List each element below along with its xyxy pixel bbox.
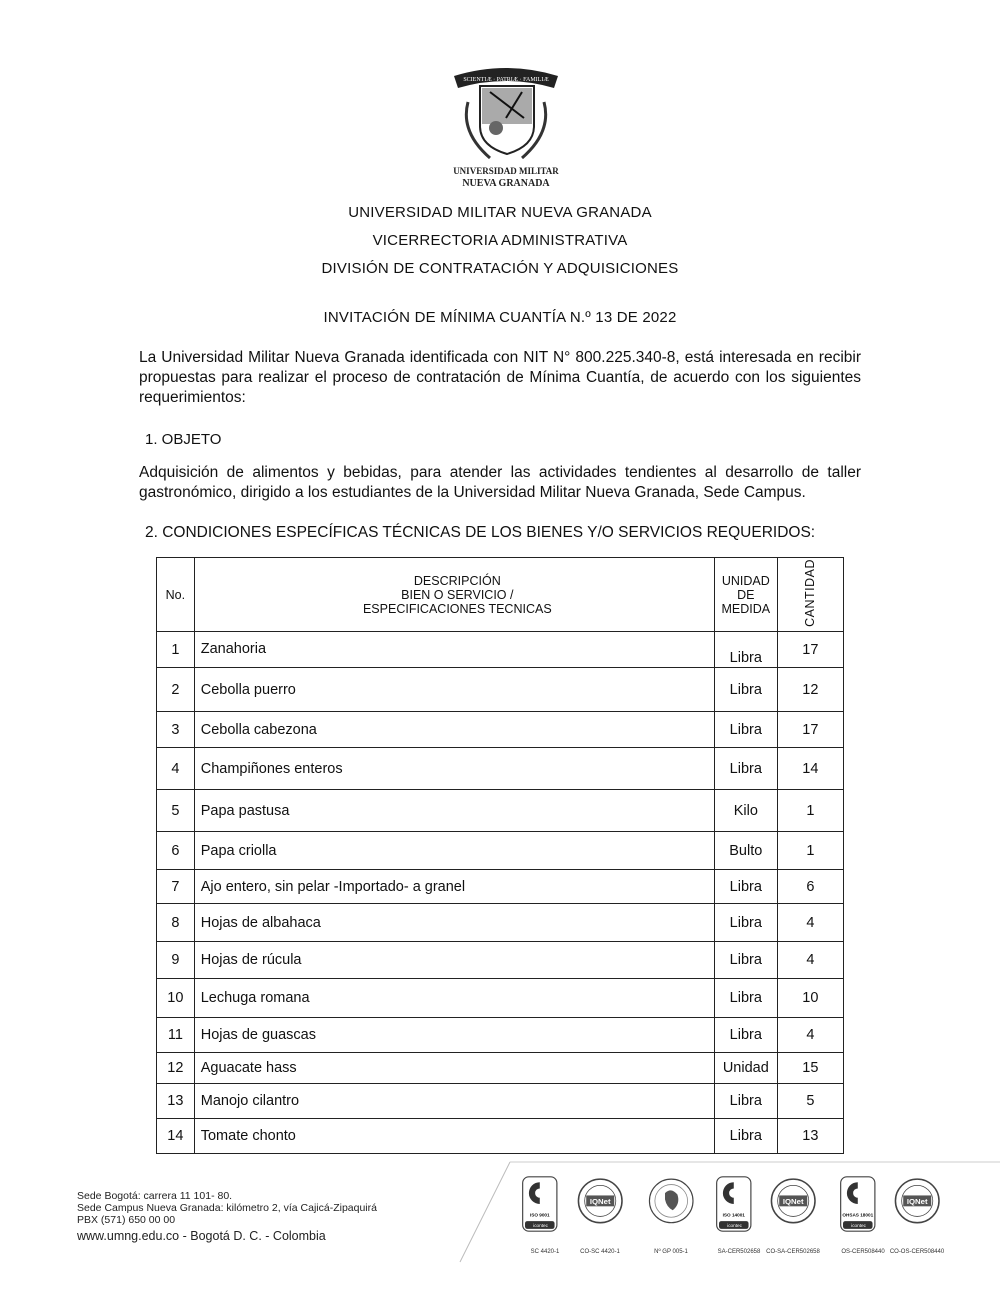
section-objeto-title: 1. OBJETO xyxy=(145,431,222,448)
row-number: 3 xyxy=(157,712,195,748)
table-row xyxy=(157,1119,844,1154)
footer-website: www.umng.edu.co - Bogotá D. C. - Colombia xyxy=(77,1229,326,1243)
section-objeto-text: Adquisición de alimentos y bebidas, para atender las actividades tendientes al desarrollo de taller gastronómico, dirigido a los estudiantes de la Universidad Militar Nueva Granada, Sede Campus. xyxy=(139,464,861,501)
row-number: 2 xyxy=(157,668,195,712)
header-description: DESCRIPCIÓN BIEN O SERVICIO / ESPECIFICACIONES TECNICAS xyxy=(194,558,714,632)
row-description: Aguacate hass xyxy=(194,1053,714,1084)
row-number: 14 xyxy=(157,1119,195,1154)
row-unit: Libra xyxy=(714,632,777,668)
table-row xyxy=(157,942,844,979)
row-unit: Libra xyxy=(714,748,777,790)
row-description: Ajo entero, sin pelar -Importado- a granel xyxy=(194,870,714,904)
row-number: 13 xyxy=(157,1084,195,1119)
row-quantity: 1 xyxy=(777,832,843,870)
header-quantity: CANTIDAD xyxy=(777,558,843,632)
table-row xyxy=(157,632,844,668)
row-description: Tomate chonto xyxy=(194,1119,714,1154)
table-row xyxy=(157,790,844,832)
svg-text:icontec: icontec xyxy=(533,1222,548,1228)
crest-name-line2: NUEVA GRANADA xyxy=(462,178,550,189)
table-row xyxy=(157,1084,844,1119)
table-header-row xyxy=(157,558,844,632)
header-division: DIVISIÓN DE CONTRATACIÓN Y ADQUISICIONES xyxy=(321,260,679,277)
row-description: Manojo cilantro xyxy=(194,1084,714,1119)
row-description: Cebolla cabezona xyxy=(194,712,714,748)
table-row xyxy=(157,832,844,870)
header-university: UNIVERSIDAD MILITAR NUEVA GRANADA xyxy=(348,204,652,221)
row-description: Cebolla puerro xyxy=(194,668,714,712)
iqnet-certification-badge xyxy=(573,1176,629,1232)
row-quantity: 17 xyxy=(777,632,843,668)
row-number: 9 xyxy=(157,942,195,979)
row-quantity: 6 xyxy=(777,870,843,904)
row-unit: Libra xyxy=(714,1119,777,1154)
crest-motto: SCIENTIÆ · PATRIÆ · FAMILIÆ xyxy=(463,77,549,83)
row-description: Zanahoria xyxy=(194,632,714,668)
icontec-certification-badge xyxy=(836,1176,892,1232)
certification-code: SA-CER502658 xyxy=(717,1249,761,1255)
svg-text:IQNet: IQNet xyxy=(589,1197,611,1206)
university-crest-logo xyxy=(450,62,562,190)
certification-code: CO-SC 4420-1 xyxy=(580,1249,620,1255)
row-description: Papa pastusa xyxy=(194,790,714,832)
row-unit: Libra xyxy=(714,1018,777,1053)
row-number: 10 xyxy=(157,979,195,1018)
row-description: Champiñones enteros xyxy=(194,748,714,790)
row-description: Hojas de guascas xyxy=(194,1018,714,1053)
header-no: No. xyxy=(157,558,195,632)
row-number: 5 xyxy=(157,790,195,832)
certification-code: OS-CER508440 xyxy=(841,1249,885,1255)
section-condiciones-title: 2. CONDICIONES ESPECÍFICAS TÉCNICAS DE LOS BIENES Y/O SERVICIOS REQUERIDOS: xyxy=(145,524,816,541)
iqnet-certification-badge xyxy=(766,1176,822,1232)
iqnet-certification-badge xyxy=(890,1176,946,1232)
row-unit: Libra xyxy=(714,870,777,904)
row-quantity: 4 xyxy=(777,1018,843,1053)
row-quantity: 5 xyxy=(777,1084,843,1119)
intro-paragraph: La Universidad Militar Nueva Granada identificada con NIT N° 800.225.340-8, está interesada en recibir propuestas para realizar el proceso de contratación de Mínima Cuantía, de acuerdo con los siguientes requerimientos: xyxy=(139,349,861,406)
row-unit: Libra xyxy=(714,668,777,712)
svg-text:icontec: icontec xyxy=(727,1222,742,1228)
row-description: Hojas de albahaca xyxy=(194,904,714,942)
certification-code: Nº GP 005-1 xyxy=(654,1249,688,1255)
certification-code: CO-OS-CER508440 xyxy=(889,1249,945,1255)
items-table xyxy=(156,557,844,1154)
table-row xyxy=(157,1018,844,1053)
row-number: 7 xyxy=(157,870,195,904)
row-number: 8 xyxy=(157,904,195,942)
table-row xyxy=(157,1053,844,1084)
icontec-certification-badge xyxy=(518,1176,574,1232)
row-quantity: 10 xyxy=(777,979,843,1018)
row-unit: Kilo xyxy=(714,790,777,832)
footer-address-bogota: Sede Bogotá: carrera 11 101- 80. xyxy=(77,1190,233,1202)
icontec-certification-badge xyxy=(712,1176,768,1232)
header-vicerrectoria: VICERRECTORIA ADMINISTRATIVA xyxy=(372,232,628,249)
svg-text:icontec: icontec xyxy=(851,1222,866,1228)
svg-text:IQNet: IQNet xyxy=(782,1197,804,1206)
row-quantity: 4 xyxy=(777,942,843,979)
svg-text:ISO 9001: ISO 9001 xyxy=(529,1212,550,1218)
invitation-title: INVITACIÓN DE MÍNIMA CUANTÍA N.º 13 DE 2022 xyxy=(323,309,677,326)
certification-code: CO-SA-CER502658 xyxy=(766,1249,820,1255)
svg-text:ISO 14001: ISO 14001 xyxy=(722,1212,745,1218)
government-certification-seal xyxy=(644,1176,700,1232)
row-unit: Libra xyxy=(714,712,777,748)
table-row xyxy=(157,979,844,1018)
row-unit: Unidad xyxy=(714,1053,777,1084)
row-quantity: 17 xyxy=(777,712,843,748)
row-quantity: 12 xyxy=(777,668,843,712)
row-unit: Bulto xyxy=(714,832,777,870)
row-unit: Libra xyxy=(714,904,777,942)
table-row xyxy=(157,904,844,942)
row-number: 12 xyxy=(157,1053,195,1084)
certification-code: SC 4420-1 xyxy=(530,1249,560,1255)
row-quantity: 4 xyxy=(777,904,843,942)
row-number: 6 xyxy=(157,832,195,870)
svg-text:IQNet: IQNet xyxy=(906,1197,928,1206)
row-unit: Libra xyxy=(714,1084,777,1119)
crest-name-line1: UNIVERSIDAD MILITAR xyxy=(453,166,559,176)
table-row xyxy=(157,712,844,748)
row-unit: Libra xyxy=(714,979,777,1018)
row-description: Lechuga romana xyxy=(194,979,714,1018)
row-quantity: 1 xyxy=(777,790,843,832)
footer-phone: PBX (571) 650 00 00 xyxy=(77,1214,176,1226)
footer-address-campus: Sede Campus Nueva Granada: kilómetro 2, vía Cajicá-Zipaquirá xyxy=(77,1202,377,1214)
svg-text:OHSAS 18001: OHSAS 18001 xyxy=(842,1212,874,1218)
row-quantity: 15 xyxy=(777,1053,843,1084)
row-number: 4 xyxy=(157,748,195,790)
table-row xyxy=(157,870,844,904)
row-unit: Libra xyxy=(714,942,777,979)
row-quantity: 13 xyxy=(777,1119,843,1154)
row-number: 1 xyxy=(157,632,195,668)
header-unit: UNIDAD DE MEDIDA xyxy=(714,558,777,632)
row-number: 11 xyxy=(157,1018,195,1053)
table-row xyxy=(157,668,844,712)
row-quantity: 14 xyxy=(777,748,843,790)
row-description: Papa criolla xyxy=(194,832,714,870)
row-description: Hojas de rúcula xyxy=(194,942,714,979)
table-row xyxy=(157,748,844,790)
